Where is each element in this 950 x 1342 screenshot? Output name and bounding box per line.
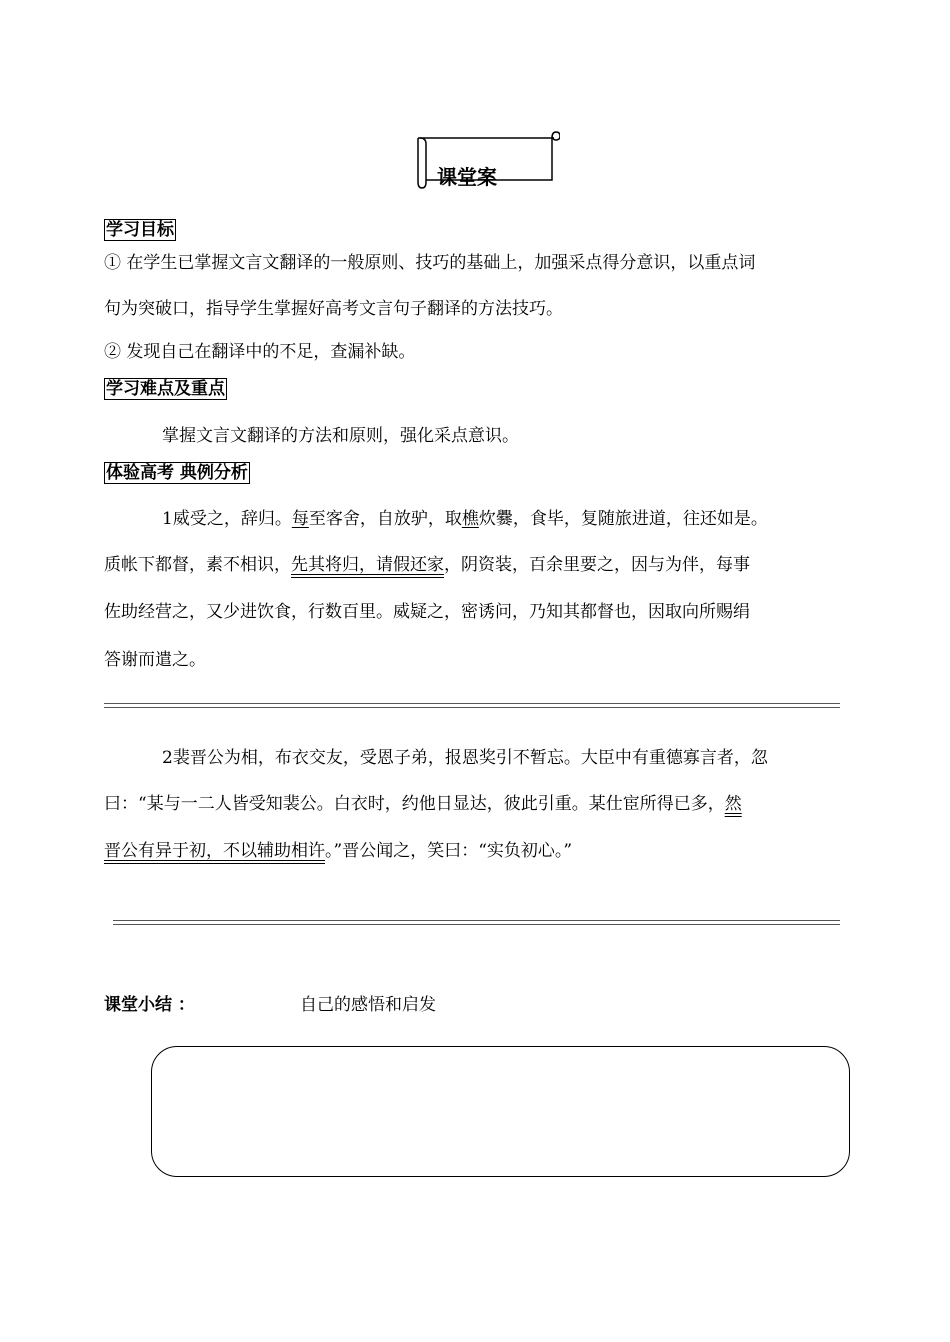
summary-note: 自己的感悟和启发 [300, 995, 436, 1015]
passage2-line-1: 2裴晋公为相，布衣交友，受恩子弟，报恩奖引不暂忘。大臣中有重德寡言者，忽 [162, 748, 768, 768]
passage2-line-3: 晋公有异于初，不以辅助相许。”晋公闻之，笑曰：“实负初心。” [104, 841, 573, 861]
section-heading-analysis: 体验高考 典例分析 [106, 463, 248, 483]
divider [113, 920, 840, 925]
goal-line-1: ① 在学生已掌握文言文翻译的一般原则、技巧的基础上，加强采点得分意识，以重点词 [104, 253, 756, 273]
page-title: 课堂案 [437, 165, 497, 189]
key-points-text: 掌握文言文翻译的方法和原则，强化采点意识。 [162, 426, 519, 446]
goal-line-3: ② 发现自己在翻译中的不足，查漏补缺。 [104, 342, 416, 362]
section-heading-key-points: 学习难点及重点 [106, 379, 225, 399]
passage2-line-2: 曰：“某与一二人皆受知裴公。白衣时，约他日显达，彼此引重。某仕宦所得已多，然 [104, 794, 742, 814]
passage1-line-1: 1威受之，辞归。每至客舍，自放驴，取樵炊爨，食毕，复随旅进道，往还如是。 [162, 509, 768, 529]
passage1-line-4: 答谢而遣之。 [104, 650, 206, 670]
goal-line-2: 句为突破口，指导学生掌握好高考文言句子翻译的方法技巧。 [104, 299, 563, 319]
summary-label: 课堂小结 ： [104, 995, 195, 1015]
passage1-line-2: 质帐下都督，素不相识，先其将归，请假还家，阴资装，百余里要之，因与为伴，每事 [104, 555, 750, 575]
divider [104, 703, 840, 708]
passage1-line-3: 佐助经营之，又少进饮食，行数百里。威疑之，密诱问，乃知其都督也，因取向所赐绢 [104, 602, 750, 622]
summary-answer-box[interactable] [151, 1046, 850, 1177]
section-heading-goals: 学习目标 [106, 220, 174, 240]
